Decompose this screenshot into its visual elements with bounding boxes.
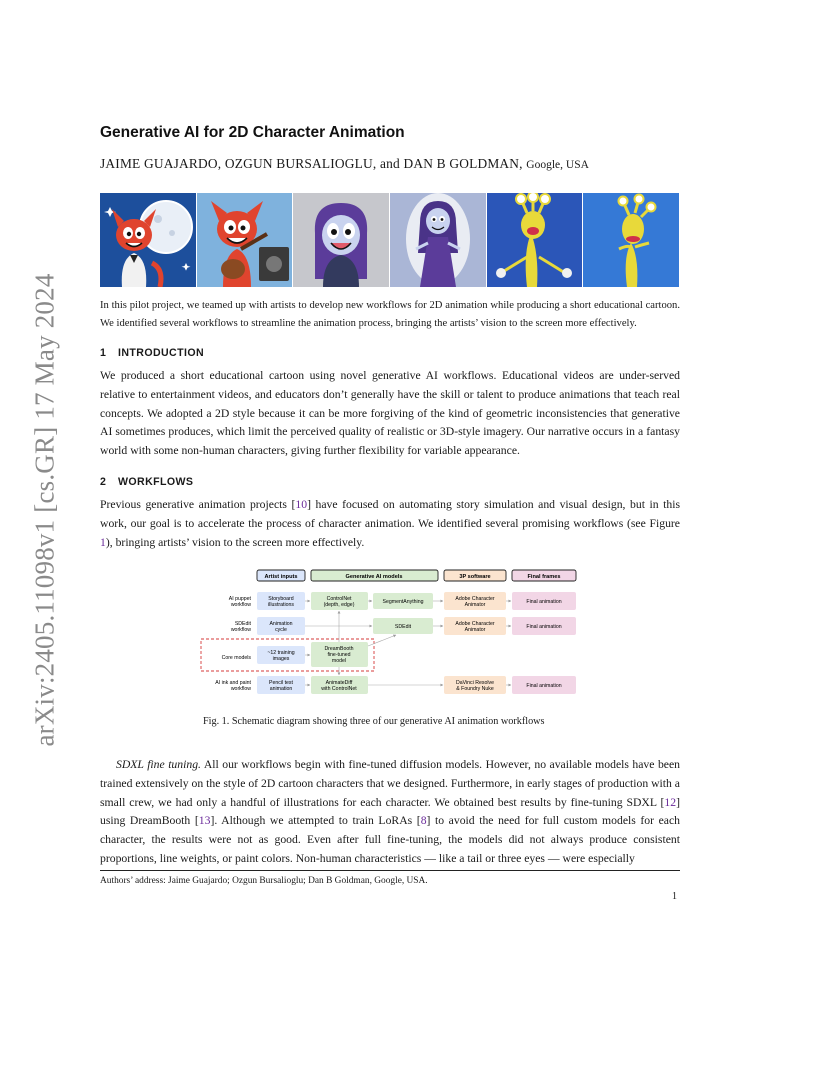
figure-link[interactable]: 1 (100, 535, 106, 549)
yellow-alien-variant-illustration (583, 193, 679, 287)
row-label-core-models: Core models (221, 655, 251, 661)
node-label: DreamBooth fine-tuned model (324, 646, 354, 664)
footnote-rule (100, 870, 680, 871)
node-label: Adobe Character Animator (455, 596, 495, 608)
author-affiliation: Google, USA (526, 159, 589, 171)
citation-link[interactable]: 12 (664, 795, 677, 809)
node-label: Final animation (526, 683, 562, 689)
authors-address-footnote: Authors’ address: Jaime Guajardo; Ozgun Bursalioglu; Dan B Goldman, Google, USA. (100, 876, 428, 886)
node-label: DaVinci Resolve & Foundry Nuke (456, 680, 494, 692)
header-label: Artist inputs (264, 574, 298, 580)
node-label: Animation cycle (269, 621, 293, 633)
paragraph-text: Previous generative animation projects [ (100, 498, 296, 511)
citation-link[interactable]: 10 (295, 498, 308, 511)
row-label-ai-ink-paint: AI ink and paint workflow (215, 680, 251, 692)
purple-hair-character-illustration (293, 193, 389, 287)
paragraph-text: ] to avoid the need for full custom models for each character, the results were not as good. Even after full fine-tuning, the models did not always produce consistent proportions, line weights, or paint colors. Non-human characteristics — like a tail or three eyes — were especially (100, 814, 681, 865)
node-label: ControlNet (depth, edge) (323, 596, 355, 608)
red-devil-guitar-illustration (197, 193, 293, 287)
section-number: 1 (100, 347, 107, 359)
node-label: Pencil test animation (269, 680, 293, 692)
paragraph-text: ), bringing artists’ vision to the screen more effectively. (105, 535, 365, 549)
paragraph-text: All our workflows begin with fine-tuned diffusion models. However, no available models have been trained extensively on the style of 2D cartoon characters that we designed. Furthermore, in early stages of production with a small crew, we had only a handful of illustrations for each character. We obtained best results by fine-tuning SDXL [ (100, 758, 681, 809)
section-number: 2 (100, 476, 107, 488)
section-heading-introduction (100, 347, 204, 359)
page-number: 1 (672, 891, 677, 902)
section-title: WORKFLOWS (118, 476, 194, 488)
purple-character-dress-illustration (390, 193, 486, 287)
paper-title: Generative AI for 2D Character Animation (100, 124, 405, 141)
red-devil-space-illustration (100, 193, 196, 287)
section-heading-workflows (100, 476, 193, 488)
header-label: Final frames (527, 574, 561, 580)
author-names: JAIME GUAJARDO, OZGUN BURSALIOGLU, and DAN B GOLDMAN, (100, 156, 523, 171)
node-label: Storyboard illustrations (268, 596, 294, 608)
node-label: AnimateDiff with ControlNet (321, 680, 357, 692)
citation-link[interactable]: 13 (198, 814, 211, 828)
citation-link[interactable]: 8 (420, 814, 427, 828)
node-label: Final animation (526, 599, 562, 605)
paragraph-text: ] using DreamBooth [ (100, 795, 680, 828)
workflows-paragraph (100, 496, 680, 552)
row-label-ai-puppet: AI puppet workflow (228, 596, 251, 608)
node-label: Final animation (526, 624, 562, 630)
header-label: Generative AI models (345, 574, 403, 580)
abstract: In this pilot project, we teamed up with artists to develop new workflows for 2D animation while producing a short educational cartoon. We identified several workflows to streamline the animation process, bringing the artists’ vision to the screen more effectively. (100, 300, 680, 329)
author-list (100, 156, 589, 172)
paragraph-text: We produced a short educational cartoon using novel generative AI workflows. Educational videos are under-served relative to entertainment videos, and educators don’t generally have the skill or talent to produce animations that teach real concepts. We adopted a 2D style because it can be more forgiving of the kind of geometric inconsistencies that generative AI sometimes produces, which limit the perceived quality of realistic or 3D-style imagery. Our narrative occurs in a fantasy world with some non-human characters, giving further flexibility for variable appearance. (100, 369, 680, 458)
teaser-image-strip (100, 193, 679, 287)
figure-caption: Fig. 1. Schematic diagram showing three of our generative AI animation workflows (203, 716, 545, 727)
section-title: INTRODUCTION (118, 347, 205, 359)
arxiv-stamp: arXiv:2405.11098v1 [cs.GR] 17 May 2024 (29, 273, 60, 747)
node-label: SDEdit (394, 624, 412, 630)
node-label: Adobe Character Animator (455, 621, 495, 633)
node-label: SegmentAnything (382, 599, 424, 605)
header-label: 3P software (459, 574, 491, 580)
node-label: ~12 training images (267, 650, 295, 662)
paragraph-text: ] have focused on automating story simulation and visual design, but in this work, our goal is to accelerate the process of character animation. We identified several promising workflows (see Figure (100, 498, 680, 530)
paragraph-text: ]. Although we attempted to train LoRAs [ (210, 814, 421, 828)
workflow-diagram (196, 566, 582, 696)
yellow-alien-illustration (487, 193, 583, 287)
introduction-paragraph (100, 367, 680, 461)
sdxl-paragraph (100, 756, 680, 869)
paragraph-heading: SDXL fine tuning. (116, 758, 201, 771)
row-label-sdedit: SDEdit workflow (230, 621, 251, 633)
